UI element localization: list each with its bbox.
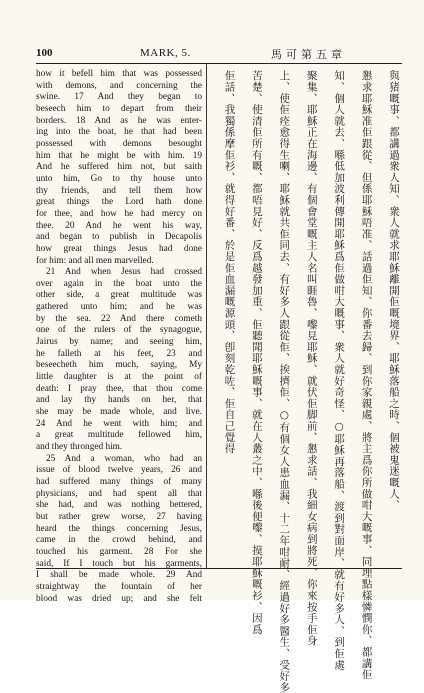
chinese-column: 與猪嘅事、都講過衆人知、衆人就求耶穌離開佢嘅境界、耶穌落船之時、個被鬼迷嘅人、 xyxy=(388,70,400,511)
chinese-text-column xyxy=(211,70,403,693)
english-line: by the sea. 22 And there cometh xyxy=(36,313,202,324)
chinese-column: 佢話、我獨係摩佢衫、就得好番、於是佢血漏嘅源頭、卽刻乾咗、佢自己覺得 xyxy=(223,70,236,455)
english-line: and began to publish in Decapolis xyxy=(36,232,202,243)
chinese-column: 知、個人就去、喺低加波利傳開耶穌爲佢做咁大嘅事、衆人就好奇怪、○耶穌再落船、渡到對面岸、就有好多人、到佢處 xyxy=(333,70,346,671)
english-line: for thee, and how he had mercy on xyxy=(36,208,202,219)
english-line: I shall be made whole. 29 And xyxy=(36,570,202,581)
english-line: came in the crowd behind, and xyxy=(36,535,202,546)
english-line: with demons, and concerning the xyxy=(36,80,202,91)
english-line: how it befell him that was possessed xyxy=(36,69,202,79)
english-line: but rather grew worse, 27 having xyxy=(36,511,202,522)
english-line: touched his garment. 28 For she xyxy=(36,546,202,557)
english-line: other side, a great multitude was xyxy=(36,290,202,301)
english-line: thy friends, and tell them how xyxy=(36,185,202,196)
english-line: death: I pray thee, that thou come xyxy=(36,383,202,394)
english-line: a great multitude fellowed him, xyxy=(36,430,202,441)
english-text-column xyxy=(36,69,202,605)
english-line: Jairus by name; and seeing him, xyxy=(36,337,202,348)
english-line: 21 And when Jesus had crossed xyxy=(46,267,202,278)
chinese-running-title: 馬可第五章 xyxy=(271,49,346,61)
page-number: 100 xyxy=(36,47,53,59)
english-line: ing into the boat, he that had been xyxy=(36,127,202,138)
english-line: he falleth at his feet, 23 and xyxy=(36,348,202,359)
english-line: said, If I touch but his garments, xyxy=(36,558,202,569)
english-line: And he suffered him not, but saith xyxy=(36,162,202,173)
english-line: issue of blood twelve years, 26 and xyxy=(36,465,202,476)
english-line: blood was dried up; and she felt xyxy=(36,593,202,604)
english-line: beseecheth him much, saying, My xyxy=(36,360,202,371)
english-line: gathered unto him; and he was xyxy=(36,302,202,313)
english-line: straightway the fountain of her xyxy=(36,581,202,592)
chinese-column: 聚集、耶穌正在海邊、有個會堂嘅主人名叫睚魯、嚟見耶穌、就伏佢脚前、懇求話、我細女病到將死、你來按手佢身 xyxy=(305,70,318,647)
english-line: and lay thy hands on her, that xyxy=(36,395,202,406)
english-line: little daughter is at the point of xyxy=(36,372,202,383)
english-line: borders. 18 And as he was enter- xyxy=(36,115,202,126)
english-line: heard the things concerning Jesus, xyxy=(36,523,202,534)
chinese-column: 苦楚、使清佢所有嘅、都唔見好、反爲越發加重、佢聽聞耶穌嘅事、就在人叢之中、喺後便嚟、摸耶穌嘅衫、因爲 xyxy=(250,70,263,635)
header-rule xyxy=(36,63,402,64)
english-line: 25 And a woman, who had an xyxy=(46,453,202,464)
running-title: MARK, 5. xyxy=(140,47,191,59)
english-line: great things the Lord hath done xyxy=(36,197,202,208)
english-line: 24 And he went with him; and xyxy=(36,418,202,429)
english-line: possessed with demons besought xyxy=(36,138,202,149)
english-line: how great things Jesus had done xyxy=(36,243,202,254)
english-line: had suffered many things of many xyxy=(36,476,202,487)
english-line: physicians, and had spent all that xyxy=(36,488,202,499)
chinese-column: 懇求耶穌准佢跟從、但係耶穌唔准、話過佢知、你番去歸、到你家親處、將主爲你所做咁大嘅事、同埋點樣憐憫你、都講佢 xyxy=(360,70,373,681)
english-line: swine. 17 And they began to xyxy=(36,92,202,103)
english-line: one of the rulers of the synagogue, xyxy=(36,325,202,336)
english-line: over again in the boat unto the xyxy=(36,278,202,289)
english-line: she may be made whole, and live. xyxy=(36,407,202,418)
english-line: beseech him to depart from their xyxy=(36,103,202,114)
english-line: unto him, Go to thy house unto xyxy=(36,173,202,184)
english-line: and they thronged him. xyxy=(36,442,123,452)
column-divider xyxy=(206,64,207,568)
english-line: him that he might be with him. 19 xyxy=(36,150,202,161)
chinese-column: 上、使佢痊愈得生喇、耶穌就共佢同去、有好多人跟從佢、挨擠佢、○有個女人患血漏、十二年咁耐、經過好多醫生、受好多 xyxy=(278,70,291,693)
english-line: she had, and was nothing bettered, xyxy=(36,500,202,511)
footer-rule xyxy=(36,568,402,569)
english-line: thee. 20 And he went his way, xyxy=(36,220,202,231)
english-line: for him: and all men marvelled. xyxy=(36,255,154,266)
page-header xyxy=(36,46,402,62)
